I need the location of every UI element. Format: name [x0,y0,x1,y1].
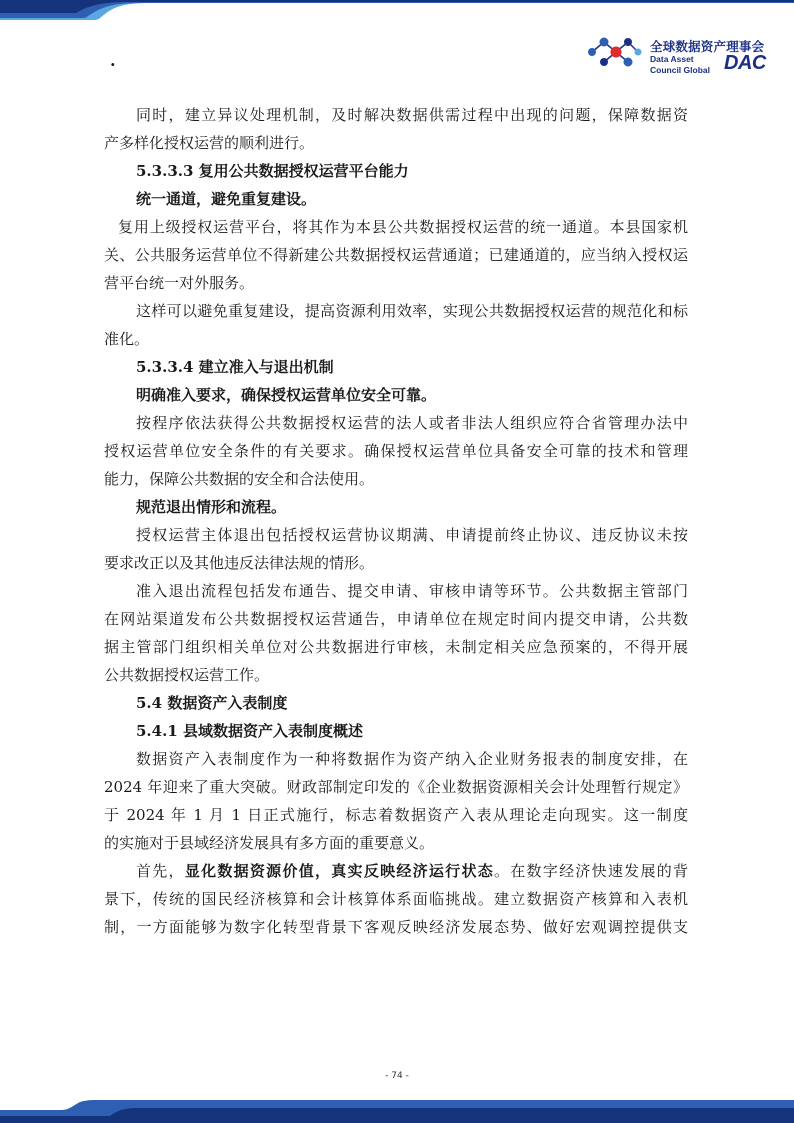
logo-cn-name: 全球数据资产理事会 [650,39,765,54]
document-body [104,101,688,941]
paragraph-line: 准化。 [104,330,150,348]
paragraph-line: 授权运营单位安全条件的有关要求。确保授权运营单位具备安全可靠的技术和管理 [104,442,688,460]
page-number: - 74 - [385,1071,409,1081]
sub-heading: 统一通道，避免重复建设。 [136,190,317,208]
paragraph-line: 授权运营主体退出包括授权运营协议期满、申请提前终止协议、违反协议未按 [136,526,688,544]
molecule-icon [584,32,646,72]
text-run: 。在数字经济快速发展的背 [494,862,688,880]
section-heading: 5.4.1 县域数据资产入表制度概述 [136,722,363,740]
header-band [0,0,794,20]
paragraph-line: 这样可以避免重复建设，提高资源利用效率，实现公共数据授权运营的规范化和标 [136,302,688,320]
paragraph-line: 景下，传统的国民经济核算和会计核算体系面临挑战。建立数据资产核算和入表机 [104,890,688,908]
logo-abbr: DAC [724,52,766,74]
header-dot: · [110,55,116,74]
sub-heading: 明确准入要求，确保授权运营单位安全可靠。 [136,386,437,404]
paragraph-line: 产多样化授权运营的顺利进行。 [104,134,315,152]
paragraph-line: 的实施对于县域经济发展具有多方面的重要意义。 [104,834,435,852]
paragraph-line: 在网站渠道发布公共数据授权运营通告，申请单位在规定时间内提交申请，公共数 [104,610,688,628]
paragraph-line: 复用上级授权运营平台，将其作为本县公共数据授权运营的统一通道。本县国家机 [118,218,688,236]
footer-band [0,1078,794,1123]
paragraph-line: 2024 年迎来了重大突破。财政部制定印发的《企业数据资源相关会计处理暂行规定》 [104,778,688,796]
dac-logo [584,32,779,78]
paragraph-line: 营平台统一对外服务。 [104,274,255,292]
logo-en-line2: Council Global [650,65,710,75]
section-heading: 5.4 数据资产入表制度 [136,694,288,712]
paragraph-line: 关、公共服务运营单位不得新建公共数据授权运营通道；已建通道的，应当纳入授权运 [104,246,688,264]
paragraph-line: 制，一方面能够为数字化转型背景下客观反映经济发展态势、做好宏观调控提供支 [104,918,688,936]
paragraph-line: 同时，建立异议处理机制，及时解决数据供需过程中出现的问题，保障数据资 [136,106,688,124]
paragraph-line: 要求改正以及其他违反法律法规的情形。 [104,554,375,572]
paragraph-line: 能力，保障公共数据的安全和合法使用。 [104,470,375,488]
paragraph-line: 按程序依法获得公共数据授权运营的法人或者非法人组织应符合省管理办法中 [136,414,688,432]
section-heading: 5.3.3.4 建立准入与退出机制 [136,358,334,376]
text-run: 首先， [136,862,185,880]
paragraph-line: 于 2024 年 1 月 1 日正式施行，标志着数据资产入表从理论走向现实。这一制度 [104,806,688,824]
paragraph-line: 准入退出流程包括发布通告、提交申请、审核申请等环节。公共数据主管部门 [136,582,688,600]
paragraph-line: 数据资产入表制度作为一种将数据作为资产纳入企业财务报表的制度安排，在 [136,750,688,768]
sub-heading: 规范退出情形和流程。 [136,498,287,516]
paragraph-line [104,857,688,885]
paragraph-line: 据主管部门组织相关单位对公共数据进行审核，未制定相关应急预案的，不得开展 [104,638,688,656]
section-heading: 5.3.3.3 复用公共数据授权运营平台能力 [136,162,409,180]
emphasis-text: 显化数据资源价值，真实反映经济运行状态 [184,862,494,880]
logo-en-line1: Data Asset [650,54,694,64]
paragraph-line: 公共数据授权运营工作。 [104,666,270,684]
